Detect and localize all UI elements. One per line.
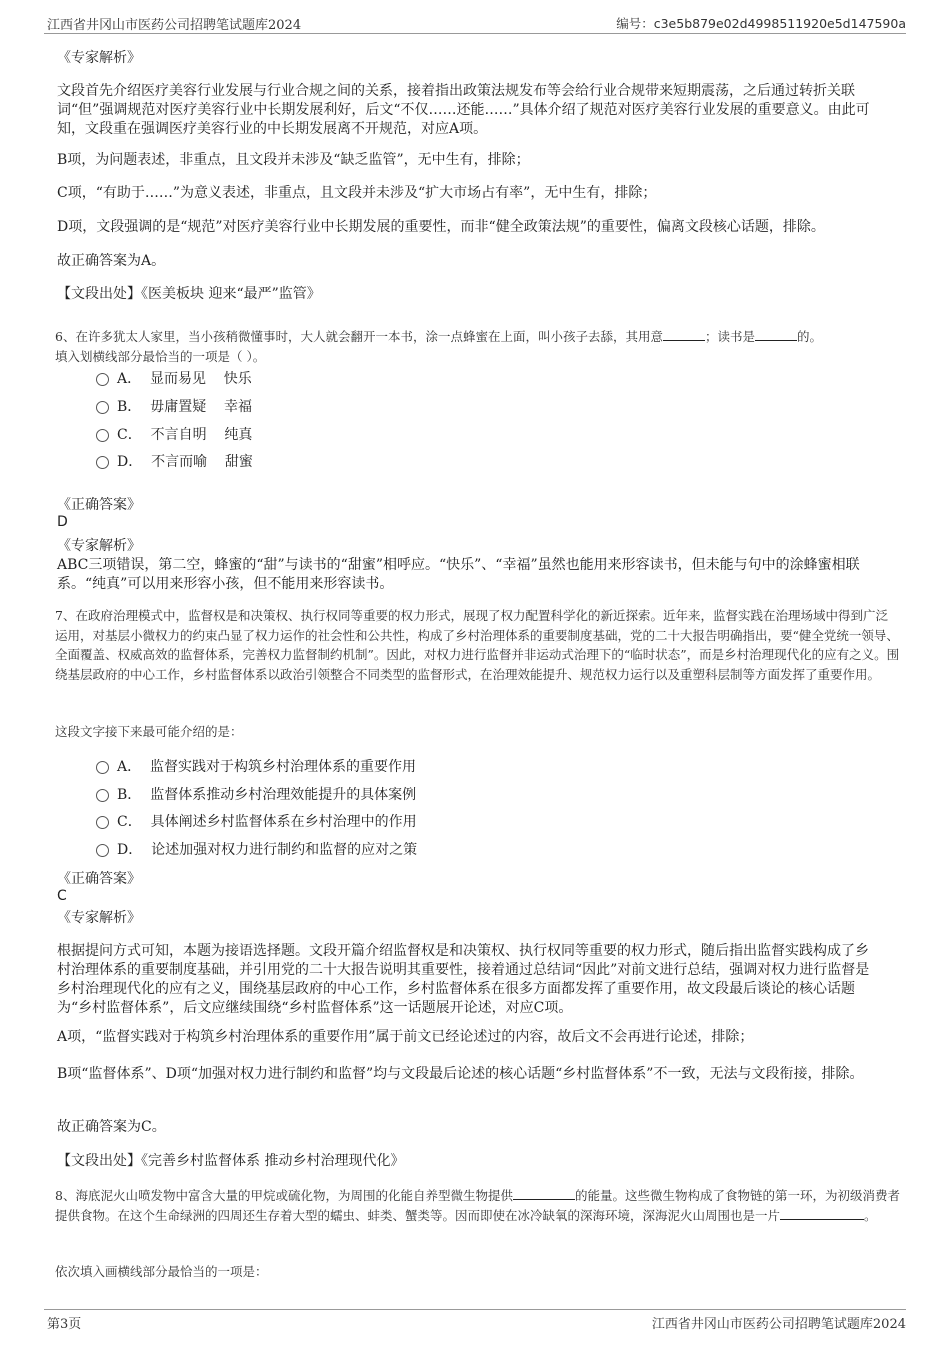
q6-option-b-label: B． 毋庸置疑 幸福 <box>117 399 252 415</box>
q8-text-a: 8、海底泥火山喷发物中富含大量的甲烷或硫化物，为周围的化能自养型微生物提供 <box>55 1188 513 1203</box>
radio-icon[interactable] <box>96 816 109 829</box>
header-divider <box>44 33 906 34</box>
q7-option-a[interactable] <box>96 757 416 777</box>
q8-question <box>55 1186 900 1225</box>
q5-conclusion: 故正确答案为A。 <box>57 253 166 269</box>
q7-source: 【文段出处】《完善乡村监督体系 推动乡村治理现代化》 <box>57 1153 405 1169</box>
q8-text-b: 的能量。这些微生物构成了食物链的第一环，为初级消费者提供食物。在这个生命绿洲的四周还生存着大型的蠕虫、蚌类、蟹类等。因而即使在冰冷缺氧的深海环境，深海泥火山周围也是一片 <box>55 1188 900 1223</box>
q8-text-c: 。 <box>864 1207 877 1223</box>
radio-icon[interactable] <box>96 373 109 386</box>
q7-option-c-label: C． 具体阐述乡村监督体系在乡村治理中的作用 <box>117 814 417 830</box>
q6-text-a: 6、在许多犹太人家里，当小孩稍微懂事时，大人就会翻开一本书，涂一点蜂蜜在上面，叫小孩子去舔，其用意 <box>55 329 663 344</box>
q7-correct-answer: C <box>57 888 67 904</box>
q6-question <box>55 327 900 366</box>
q7-question: 7、在政府治理模式中，监督权是和决策权、执行权同等重要的权力形式，展现了权力配置科学化的新近探索。近年来，监督实践在治理场域中得到广泛运用，对基层小微权力的约束凸显了权力运作的社会性和公共性，构成了乡村治理体系的重要制度基础，党的二十大报告明确指出，要“健全党统一领导、全面覆盖、权威高效的监督体系，完善权力监督制约机制”。因此，对权力进行监督并非运动式治理下的“临时状态”，而是乡村治理现代化的应有之义。围绕基层政府的中心工作，乡村监督体系以政治引领整合不同类型的监督形式，在治理效能提升、规范权力运行以及重塑科层制等方面发挥了重要作用。 <box>55 608 900 682</box>
q7-option-a-label: A． 监督实践对于构筑乡村治理体系的重要作用 <box>117 759 417 775</box>
q8-prompt: 依次填入画横线部分最恰当的一项是： <box>55 1264 268 1279</box>
q6-analysis: ABC三项错误，第二空，蜂蜜的“甜”与读书的“甜蜜”相呼应。“快乐”、“幸福”虽然也能用来形容读书，但未能与句中的涂蜂蜜相联系。“纯真”可以用来形容小孩，但不能用来形容读书。 <box>57 557 860 592</box>
q6-option-b[interactable] <box>96 397 252 417</box>
q7-option-b[interactable] <box>96 785 416 805</box>
q5-analysis: 文段首先介绍医疗美容行业发展与行业合规之间的关系，接着指出政策法规发布等会给行业合规带来短期震荡，之后通过转折关联词“但”强调规范对医疗美容行业中长期发展利好，后文“不仅……还能……”具体介绍了规范对医疗美容行业发展的重要意义。由此可知，文段重在强调医疗美容行业的中长期发展离不开规范，对应A项。 <box>57 83 870 137</box>
q7-prompt: 这段文字接下来最可能介绍的是： <box>55 724 243 739</box>
q6-text-d: 填入划横线部分最恰当的一项是（ ）。 <box>55 348 266 364</box>
q7-analysis: 根据提问方式可知，本题为接语选择题。文段开篇介绍监督权是和决策权、执行权同等重要的权力形式，随后指出监督实践构成了乡村治理体系的重要制度基础，并引用党的二十大报告说明其重要性，接着通过总结词“因此”对前文进行总结，强调对权力进行监督是乡村治理现代化的应有之义，围绕基层政府的中心工作，乡村监督体系在很多方面都发挥了重要作用，故文段最后谈论的核心话题为“乡村监督体系”，后文应继续围绕“乡村监督体系”这一话题展开论述，对应C项。 <box>57 943 870 1016</box>
q8-blank-1 <box>513 1187 575 1200</box>
q6-option-d[interactable] <box>96 452 253 472</box>
q7-option-d-label: D． 论述加强对权力进行制约和监督的应对之策 <box>117 842 418 858</box>
radio-icon[interactable] <box>96 401 109 414</box>
q6-option-d-label: D． 不言而喻 甜蜜 <box>117 454 253 470</box>
q7-expert-label: 《专家解析》 <box>57 910 141 926</box>
page-number: 第3页 <box>47 1317 82 1332</box>
q5-option-d-analysis: D项，文段强调的是“规范”对医疗美容行业中长期发展的重要性，而非“健全政策法规”的重要性，偏离文段核心话题，排除。 <box>57 219 825 235</box>
q6-option-a[interactable] <box>96 369 252 389</box>
q7-option-d[interactable] <box>96 840 417 860</box>
q6-blank-1 <box>663 328 705 341</box>
q7-option-a-analysis: A项，“监督实践对于构筑乡村治理体系的重要作用”属于前文已经论述过的内容，故后文不会再进行论述，排除； <box>57 1029 754 1045</box>
footer-title: 江西省井冈山市医药公司招聘笔试题库2024 <box>651 1317 906 1332</box>
radio-icon[interactable] <box>96 789 109 802</box>
q7-option-b-label: B． 监督体系推动乡村治理效能提升的具体案例 <box>117 787 417 803</box>
q5-expert-label: 《专家解析》 <box>57 50 141 66</box>
q6-correct-answer: D <box>57 514 68 530</box>
q8-blank-2 <box>780 1207 864 1220</box>
q6-option-c-label: C． 不言自明 纯真 <box>117 427 253 443</box>
q5-option-c-analysis: C项，“有助于……”为意义表述，非重点，且文段并未涉及“扩大市场占有率”，无中生有，排除； <box>57 185 657 201</box>
q6-text-b: ；读书是 <box>704 329 755 344</box>
q5-source: 【文段出处】《医美板块 迎来“最严”监管》 <box>57 286 321 302</box>
radio-icon[interactable] <box>96 429 109 442</box>
q7-option-bd-analysis: B项“监督体系”、D项“加强对权力进行制约和监督”均与文段最后论述的核心话题“乡村监督体系”不一致，无法与文段衔接，排除。 <box>57 1066 864 1082</box>
q6-option-a-label: A． 显而易见 快乐 <box>117 371 252 387</box>
footer-divider <box>44 1309 906 1310</box>
q7-correct-label: 《正确答案》 <box>57 871 141 887</box>
radio-icon[interactable] <box>96 761 109 774</box>
q6-correct-label: 《正确答案》 <box>57 497 141 513</box>
q6-expert-label: 《专家解析》 <box>57 538 141 554</box>
radio-icon[interactable] <box>96 456 109 469</box>
q6-option-c[interactable] <box>96 425 252 445</box>
header-title: 江西省井冈山市医药公司招聘笔试题库2024 <box>47 18 302 33</box>
q7-conclusion: 故正确答案为C。 <box>57 1119 166 1135</box>
q6-text-c: 的。 <box>796 329 822 344</box>
radio-icon[interactable] <box>96 844 109 857</box>
q7-option-c[interactable] <box>96 812 417 832</box>
q6-blank-2 <box>755 328 797 341</box>
q5-option-b-analysis: B项，为问题表述，非重点，且文段并未涉及“缺乏监管”，无中生有，排除； <box>57 152 530 168</box>
header-serial: 编号：c3e5b879e02d4998511920e5d147590a <box>616 16 906 31</box>
